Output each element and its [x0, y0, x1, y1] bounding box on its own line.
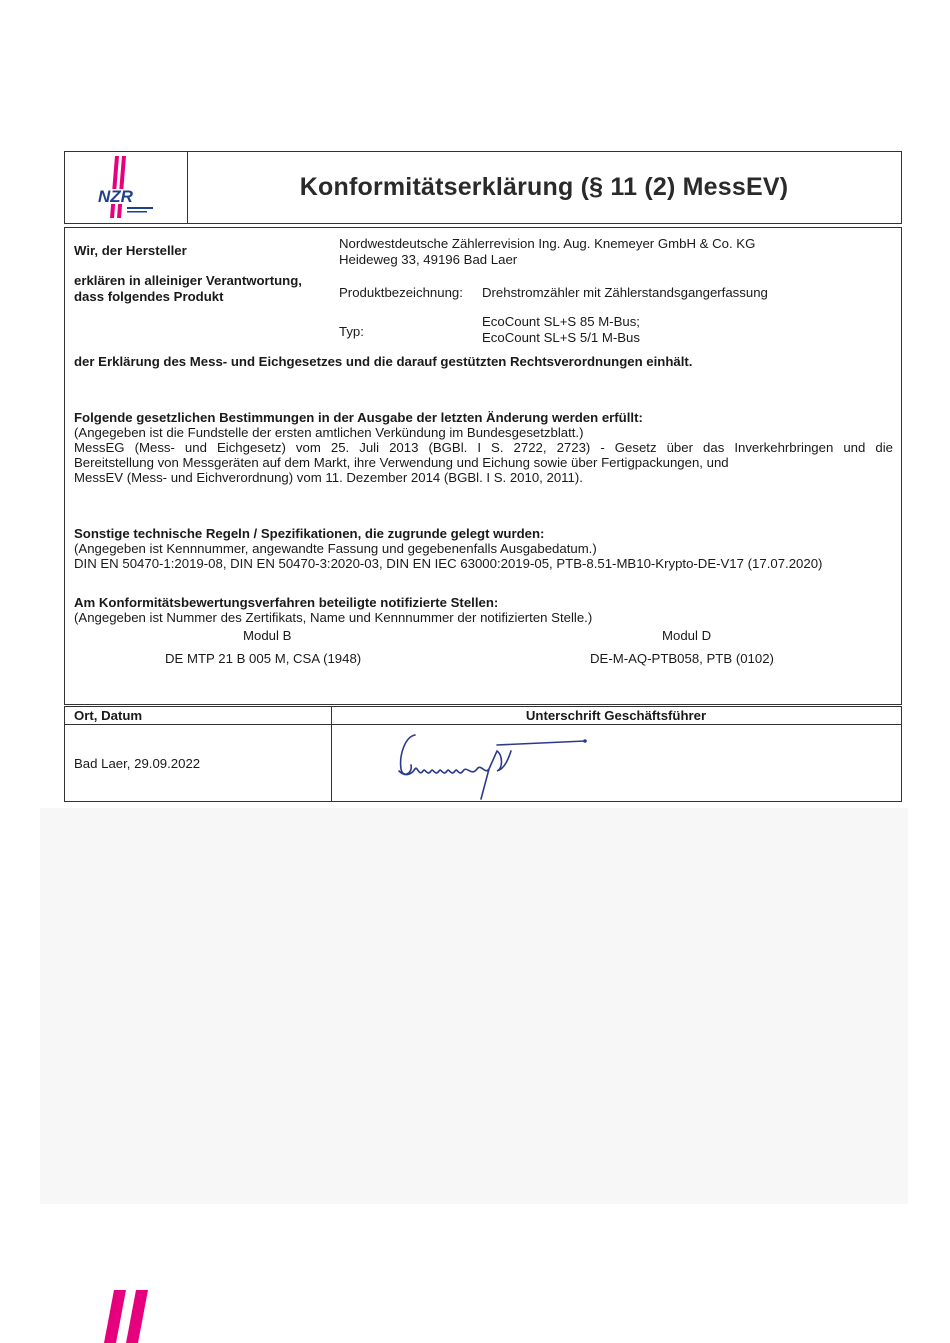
- legal-heading: Folgende gesetzlichen Bestimmungen in der Ausgabe der letzten Änderung werden erfüllt:: [74, 410, 643, 425]
- product-value: Drehstromzähler mit Zählerstandsgangerfassung: [482, 285, 768, 300]
- legal-note: (Angegeben ist die Fundstelle der ersten amtlichen Verkündung im Bundesgesetzblatt.): [74, 425, 584, 440]
- place-date-value: Bad Laer, 29.09.2022: [74, 756, 201, 771]
- manufacturer-address: Heideweg 33, 49196 Bad Laer: [339, 252, 518, 267]
- legal-line-3: MessEV (Mess- und Eichverordnung) vom 11. Dezember 2014 (BGBl. I S. 2010, 2011).: [74, 470, 583, 485]
- technical-note: (Angegeben ist Kennnummer, angewandte Fassung und gegebenenfalls Ausgabedatum.): [74, 541, 597, 556]
- compliance-statement: der Erklärung des Mess- und Eichgesetzes und die darauf gestützten Rechtsverordnungen einhält.: [74, 354, 693, 369]
- scan-background: [40, 808, 908, 1204]
- notified-heading: Am Konformitätsbewertungsverfahren beteiligte notifizierte Stellen:: [74, 595, 499, 610]
- declaration-body: [64, 227, 902, 705]
- signature-table: [64, 706, 902, 802]
- page-title: Konformitätserklärung (§ 11 (2) MessEV): [299, 173, 789, 201]
- nzr-logo: [65, 152, 187, 223]
- type-value-1: EcoCount SL+S 85 M-Bus;: [482, 314, 640, 329]
- notified-bodies-section: [74, 595, 893, 625]
- legal-line-1: MessEG (Mess- und Eichgesetz) vom 25. Juli 2013 (BGBl. I S. 2722, 2723) - Gesetz über das Inverkehrbringen und die: [74, 440, 893, 455]
- nzr-brand-mark: [100, 1290, 162, 1343]
- declaration-label-line1: erklären in alleiniger Verantwortung,: [74, 273, 302, 288]
- manufacturer-name: Nordwestdeutsche Zählerrevision Ing. Aug. Knemeyer GmbH & Co. KG: [339, 236, 756, 251]
- declaration-label-line2: dass folgendes Produkt: [74, 289, 224, 304]
- handwritten-signature: [385, 725, 615, 817]
- signature-header: [331, 707, 901, 725]
- legal-line-2: Bereitstellung von Messgeräten auf dem Markt, ihre Verwendung und Eichung sowie über Fertigpackungen, und: [74, 455, 729, 470]
- module-d-value: DE-M-AQ-PTB058, PTB (0102): [590, 651, 774, 666]
- module-b-value: DE MTP 21 B 005 M, CSA (1948): [165, 651, 362, 666]
- logo-cell: [65, 152, 188, 223]
- module-b-label: Modul B: [243, 628, 292, 643]
- legal-section: [74, 410, 893, 485]
- technical-standards: DIN EN 50470-1:2019-08, DIN EN 50470-3:2020-03, DIN EN IEC 63000:2019-05, PTB-8.51-MB10-Krypto-DE-V17 (17.07.2020): [74, 556, 823, 571]
- product-label: Produktbezeichnung:: [339, 285, 463, 300]
- manufacturer-label: Wir, der Hersteller: [74, 243, 187, 258]
- logo-text: NZR: [98, 187, 133, 206]
- type-value-2: EcoCount SL+S 5/1 M-Bus: [482, 330, 640, 345]
- document-header: [64, 151, 902, 224]
- signature-label: Unterschrift Geschäftsführer: [525, 708, 707, 723]
- type-label: Typ:: [339, 324, 364, 339]
- notified-note: (Angegeben ist Nummer des Zertifikats, Name und Kennnummer der notifizierten Stelle.): [74, 610, 593, 625]
- module-d-label: Modul D: [662, 628, 712, 643]
- technical-section: [74, 526, 893, 571]
- place-date-label: Ort, Datum: [74, 708, 143, 723]
- place-date-cell: [65, 724, 332, 801]
- technical-heading: Sonstige technische Regeln / Spezifikationen, die zugrunde gelegt wurden:: [74, 526, 545, 541]
- place-date-header: [65, 707, 332, 725]
